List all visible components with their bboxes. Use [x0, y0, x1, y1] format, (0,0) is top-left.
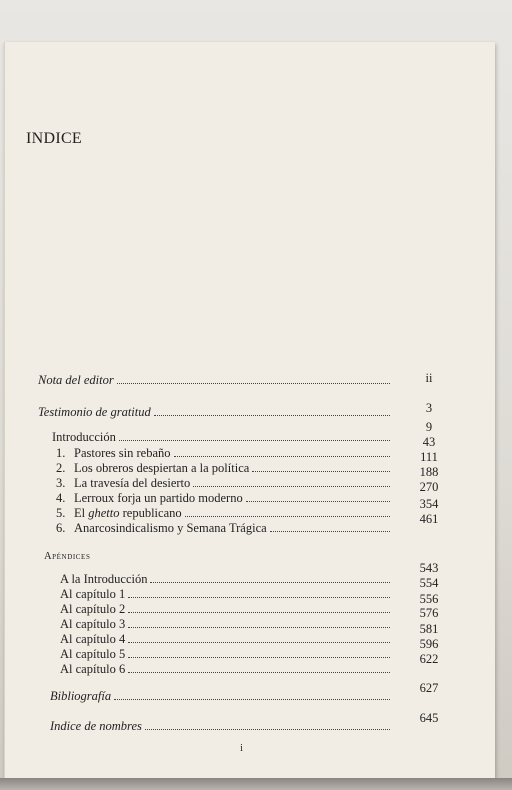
toc-label-pre: El — [74, 506, 89, 520]
toc-row-chapter-2 — [56, 459, 394, 475]
toc-label: Nota del editor — [38, 373, 114, 387]
toc-page: 645 — [419, 711, 439, 725]
leader-dots — [145, 729, 390, 730]
toc-row-chapter-4 — [56, 489, 394, 505]
toc-label: Lerroux forja un partido moderno — [74, 491, 243, 505]
toc-label: Testimonio de gratitud — [38, 405, 151, 419]
leader-dots — [119, 440, 390, 441]
leader-dots — [270, 531, 390, 532]
toc-page: 581 — [419, 622, 439, 636]
toc-page: ii — [425, 371, 433, 385]
leader-dots — [117, 383, 390, 384]
leader-dots — [128, 657, 390, 658]
page-folio: i — [240, 742, 244, 754]
toc-label-italic: ghetto — [88, 506, 120, 520]
toc-label: Al capítulo 2 — [60, 602, 126, 616]
toc-label: Indice de nombres — [50, 719, 142, 733]
toc-row-testimonio — [38, 403, 394, 419]
toc-page: 9 — [425, 420, 433, 434]
toc-row-appendix-4 — [60, 630, 394, 646]
page-title: INDICE — [26, 130, 83, 147]
toc-label: Anarcosindicalismo y Semana Trágica — [74, 521, 267, 535]
toc-label: Pastores sin rebaño — [74, 446, 171, 460]
chapter-number: 2. — [56, 461, 66, 475]
toc-row-bibliografia — [50, 687, 394, 703]
toc-row-appendix-6 — [60, 660, 394, 676]
leader-dots — [185, 516, 390, 517]
toc-page: 554 — [419, 576, 439, 590]
leader-dots — [114, 699, 390, 700]
toc-page: 43 — [422, 435, 436, 449]
leader-dots — [128, 627, 390, 628]
toc-label: Al capítulo 5 — [60, 647, 126, 661]
toc-page: 461 — [419, 512, 439, 526]
toc-row-nota-editor — [38, 371, 394, 387]
leader-dots — [128, 612, 390, 613]
toc-row-appendix-intro — [60, 570, 394, 586]
toc-row-appendix-1 — [60, 585, 394, 601]
chapter-number: 1. — [56, 446, 66, 460]
leader-dots — [154, 415, 390, 416]
toc-label: Bibliografía — [50, 689, 112, 703]
toc-label-post: republicano — [119, 506, 182, 520]
leader-dots — [246, 501, 390, 502]
chapter-number: 6. — [56, 521, 66, 535]
toc-label: Introducción — [52, 430, 116, 444]
toc-page: 543 — [419, 561, 439, 575]
toc-page: 354 — [419, 497, 439, 511]
toc-page: 596 — [419, 637, 439, 651]
leader-dots — [174, 456, 390, 457]
toc-page: 111 — [420, 450, 438, 464]
toc-row-chapter-5 — [56, 504, 394, 520]
toc-label: Al capítulo 6 — [60, 662, 126, 676]
chapter-number: 5. — [56, 506, 66, 520]
toc-page: 622 — [419, 652, 439, 666]
toc-row-chapter-1 — [56, 444, 394, 460]
toc-page: 188 — [419, 465, 439, 479]
leader-dots — [252, 471, 390, 472]
appendix-heading: Apéndices — [44, 551, 91, 562]
leader-dots — [128, 672, 390, 673]
toc-label: Al capítulo 1 — [60, 587, 126, 601]
toc-row-appendix-3 — [60, 615, 394, 631]
toc-row-chapter-3 — [56, 474, 394, 490]
toc-row-appendix-5 — [60, 645, 394, 661]
leader-dots — [193, 486, 390, 487]
toc-row-introduccion — [52, 428, 394, 444]
toc-label: Al capítulo 4 — [60, 632, 126, 646]
toc-label: Los obreros despiertan a la política — [74, 461, 250, 475]
toc-page: 576 — [419, 606, 439, 620]
chapter-number: 4. — [56, 491, 66, 505]
toc-page: 270 — [419, 480, 439, 494]
toc-page: 627 — [419, 681, 439, 695]
toc-label: Al capítulo 3 — [60, 617, 126, 631]
toc-row-appendix-2 — [60, 600, 394, 616]
toc-label: La travesía del desierto — [74, 476, 191, 490]
leader-dots — [128, 597, 390, 598]
toc-row-indice-nombres — [50, 717, 394, 733]
leader-dots — [128, 642, 390, 643]
leader-dots — [150, 582, 390, 583]
toc-label: A la Introducción — [60, 572, 148, 586]
chapter-number: 3. — [56, 476, 66, 490]
toc-page: 556 — [419, 592, 439, 606]
toc-row-chapter-6 — [56, 519, 394, 535]
toc-page: 3 — [425, 401, 433, 415]
page-shadow — [0, 778, 512, 790]
